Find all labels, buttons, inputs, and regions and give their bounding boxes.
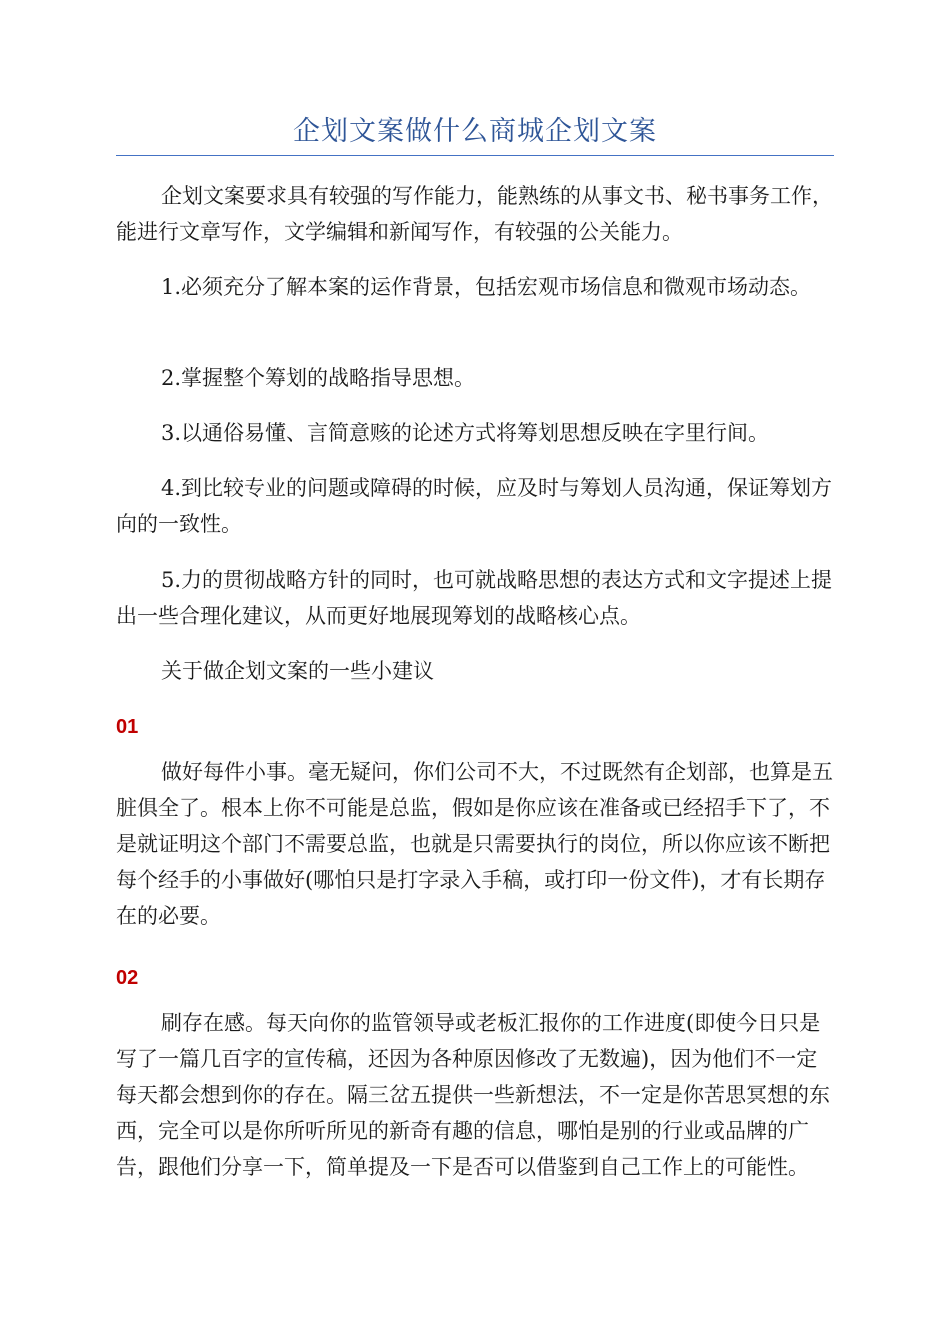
section-number-01: 01: [116, 716, 139, 738]
point-4-paragraph: 4.到比较专业的问题或障碍的时候，应及时与筹划人员沟通，保证筹划方向的一致性。: [116, 476, 833, 536]
section-02-paragraph: 刷存在感。每天向你的监管领导或老板汇报你的工作进度(即使今日只是写了一篇几百字的宣传稿，还因为各种原因修改了无数遍)，因为他们不一定每天都会想到你的存在。隔三岔五提供一些新想法，不一定是你苦思冥想的东西，完全可以是你所听所见的新奇有趣的信息，哪怕是别的行业或品牌的广告，跟他们分享一下，简单提及一下是否可以借鉴到自己工作上的可能性。: [116, 1011, 830, 1179]
point-1-paragraph: 1.必须充分了解本案的运作背景，包括宏观市场信息和微观市场动态。: [161, 275, 812, 299]
document-title: 企划文案做什么商城企划文案: [293, 116, 657, 147]
title-underline: [116, 155, 834, 156]
suggestions-heading: 关于做企划文案的一些小建议: [161, 659, 434, 683]
section-number-02: 02: [116, 967, 139, 989]
intro-paragraph: 企划文案要求具有较强的写作能力，能熟练的从事文书、秘书事务工作，能进行文章写作，文学编辑和新闻写作，有较强的公关能力。: [116, 184, 833, 244]
point-5-paragraph: 5.力的贯彻战略方针的同时，也可就战略思想的表达方式和文字提述上提出一些合理化建议，从而更好地展现筹划的战略核心点。: [116, 568, 833, 628]
section-01-paragraph: 做好每件小事。毫无疑问，你们公司不大，不过既然有企划部，也算是五脏俱全了。根本上你不可能是总监，假如是你应该在准备或已经招手下了，不是就证明这个部门不需要总监，也就是只需要执行的岗位，所以你应该不断把每个经手的小事做好(哪怕只是打字录入手稿，或打印一份文件)，才有长期存在的必要。: [116, 760, 833, 928]
point-2-paragraph: 2.掌握整个筹划的战略指导思想。: [161, 366, 476, 390]
point-3-paragraph: 3.以通俗易懂、言简意赅的论述方式将筹划思想反映在字里行间。: [161, 421, 770, 445]
